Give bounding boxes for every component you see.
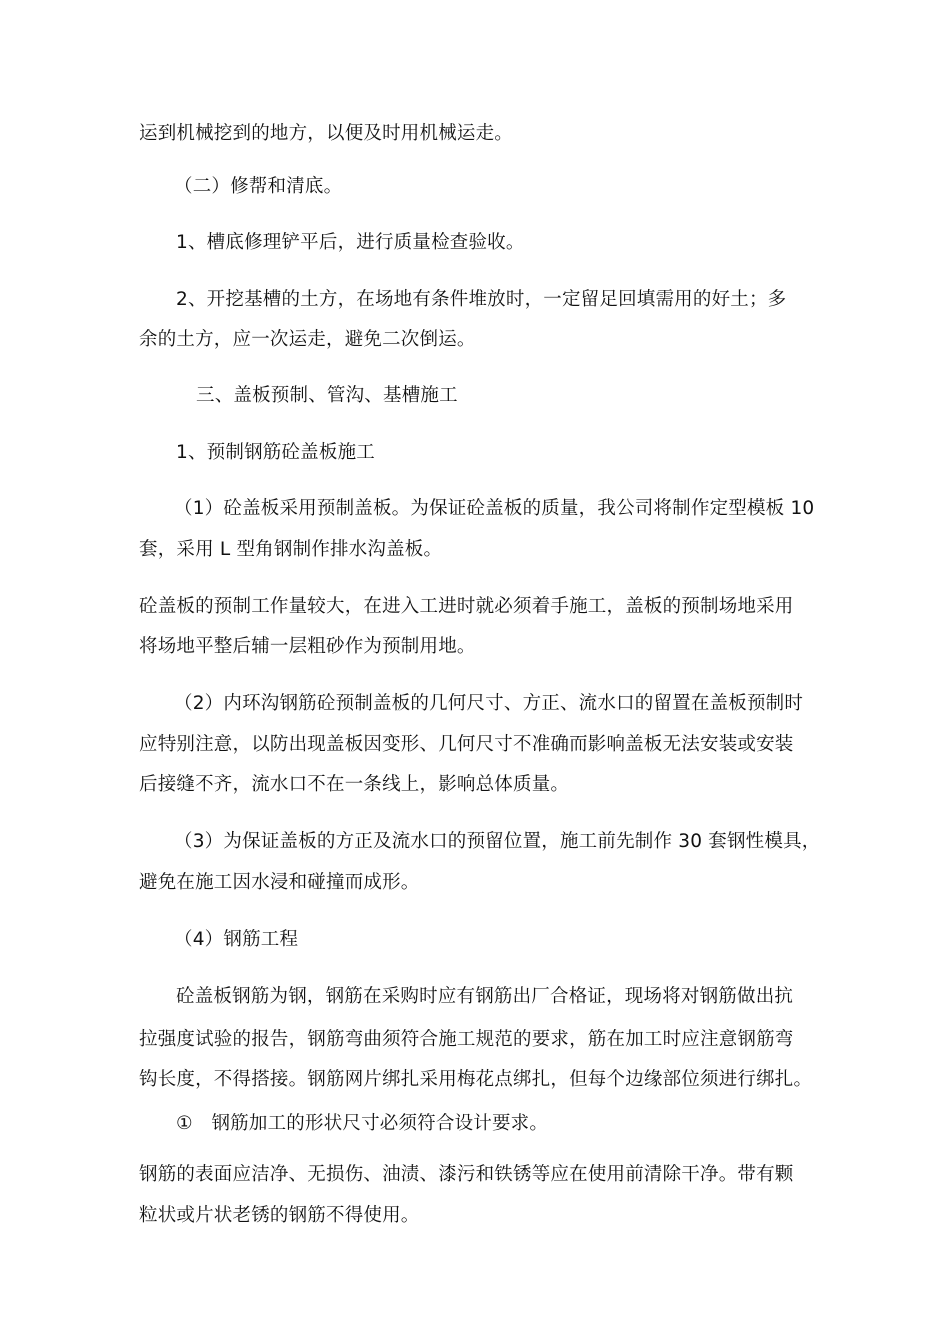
section-heading: （二）修帮和清底。 — [174, 176, 343, 197]
text-line: 拉强度试验的报告，钢筋弯曲须符合施工规范的要求，筋在加工时应注意钢筋弯 — [139, 1029, 794, 1050]
text-line: 应特别注意，以防出现盖板因变形、几何尺寸不准确而影响盖板无法安装或安装 — [139, 734, 794, 755]
text-line: 套，采用 L 型角钢制作排水沟盖板。 — [139, 539, 443, 560]
text-line: 砼盖板的预制工作量较大，在进入工进时就必须着手施工，盖板的预制场地采用 — [139, 596, 794, 617]
text-line: 运到机械挖到的地方，以便及时用机械运走。 — [139, 123, 514, 144]
subsection-heading: 1、预制钢筋砼盖板施工 — [176, 442, 375, 463]
subsection-heading: （4）钢筋工程 — [174, 929, 299, 950]
text-line: 砼盖板钢筋为钢，钢筋在采购时应有钢筋出厂合格证，现场将对钢筋做出抗 — [176, 986, 794, 1007]
text-line: 粒状或片状老锈的钢筋不得使用。 — [139, 1205, 420, 1226]
text-line: 钩长度，不得搭接。钢筋网片绑扎采用梅花点绑扎，但每个边缘部位须进行绑扎。 — [139, 1069, 813, 1090]
text-line: 将场地平整后辅一层粗砂作为预制用地。 — [139, 636, 476, 657]
text-line: 1、槽底修理铲平后，进行质量检查验收。 — [176, 232, 525, 253]
text-line: 余的土方，应一次运走，避免二次倒运。 — [139, 329, 476, 350]
list-item: ① 钢筋加工的形状尺寸必须符合设计要求。 — [176, 1113, 549, 1134]
text-line: （1）砼盖板采用预制盖板。为保证砼盖板的质量，我公司将制作定型模板 10 — [174, 498, 815, 519]
text-line: 2、开挖基槽的土方，在场地有条件堆放时，一定留足回填需用的好土；多 — [176, 289, 787, 310]
text-line: 钢筋的表面应洁净、无损伤、油渍、漆污和铁锈等应在使用前清除干净。带有颗 — [139, 1164, 794, 1185]
chapter-heading: 三、盖板预制、管沟、基槽施工 — [196, 385, 458, 406]
text-line: 避免在施工因水浸和碰撞而成形。 — [139, 872, 420, 893]
text-line: 后接缝不齐，流水口不在一条线上，影响总体质量。 — [139, 774, 570, 795]
text-line: （3）为保证盖板的方正及流水口的预留位置，施工前先制作 30 套钢性模具， — [174, 831, 821, 852]
text-line: （2）内环沟钢筋砼预制盖板的几何尺寸、方正、流水口的留置在盖板预制时 — [174, 693, 804, 714]
